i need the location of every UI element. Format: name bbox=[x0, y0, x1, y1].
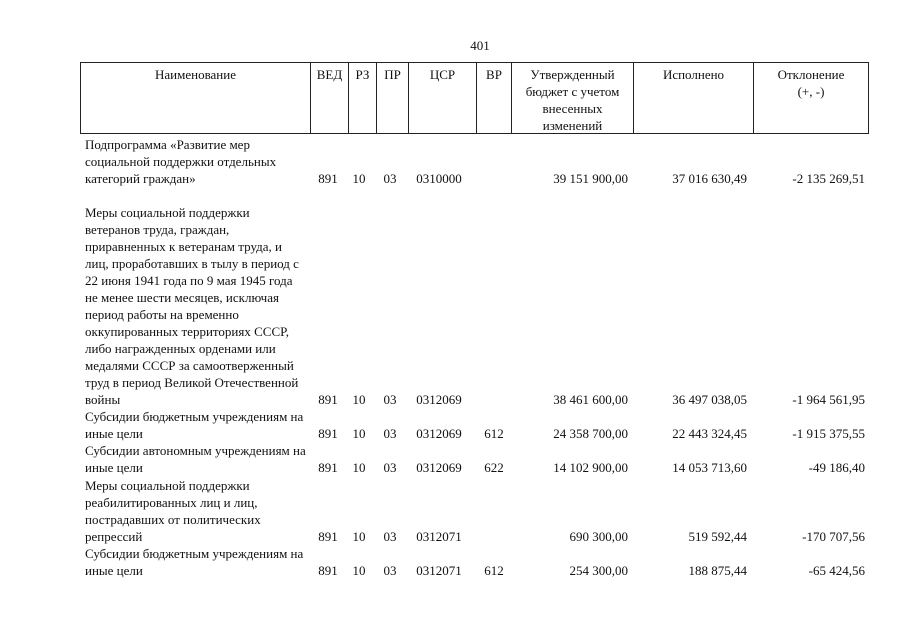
row-vr: 622 bbox=[484, 460, 504, 475]
row-csr: 0312069 bbox=[416, 426, 462, 441]
column-header-pr: ПР bbox=[376, 63, 408, 133]
table-row bbox=[80, 442, 869, 476]
row-ved: 891 bbox=[318, 563, 338, 578]
row-vr: 612 bbox=[484, 563, 504, 578]
row-csr: 0310000 bbox=[416, 171, 462, 186]
row-budget: 14 102 900,00 bbox=[553, 460, 628, 475]
row-ved: 891 bbox=[318, 529, 338, 544]
page-number: 401 bbox=[470, 38, 490, 53]
row-name: Подпрограмма «Развитие мер социальной поддержки отдельных категорий граждан» bbox=[85, 137, 277, 186]
column-header-budget: Утвержденный бюджет с учетом внесенных изменений bbox=[511, 63, 633, 133]
row-name: Субсидии автономным учреждениям на иные цели bbox=[85, 443, 306, 475]
column-header-rz: РЗ bbox=[348, 63, 376, 133]
row-deviation: -170 707,56 bbox=[802, 529, 865, 544]
table-row bbox=[80, 545, 869, 579]
row-rz: 10 bbox=[352, 529, 366, 544]
row-ved: 891 bbox=[318, 460, 338, 475]
row-budget: 254 300,00 bbox=[569, 563, 628, 578]
row-csr: 0312069 bbox=[416, 392, 462, 407]
row-csr: 0312069 bbox=[416, 460, 462, 475]
row-csr: 0312071 bbox=[416, 563, 462, 578]
row-budget: 39 151 900,00 bbox=[553, 171, 628, 186]
row-rz: 10 bbox=[352, 392, 366, 407]
column-header-name: Наименование bbox=[155, 67, 236, 82]
row-deviation: -65 424,56 bbox=[808, 563, 865, 578]
row-rz: 10 bbox=[352, 171, 366, 186]
row-ved: 891 bbox=[318, 171, 338, 186]
table-header bbox=[80, 62, 869, 134]
row-name: Субсидии бюджетным учреждениям на иные цели bbox=[85, 546, 304, 578]
row-pr: 03 bbox=[383, 460, 397, 475]
column-header-executed: Исполнено bbox=[633, 63, 753, 133]
row-executed: 188 875,44 bbox=[688, 563, 747, 578]
row-rz: 10 bbox=[352, 563, 366, 578]
row-budget: 38 461 600,00 bbox=[553, 392, 628, 407]
row-name: Меры социальной поддержки ветеранов труда, граждан, приравненных к ветеранам труда, и лиц, проработавших в тылу в период с 22 июня 1941 года по 9 мая 1945 года не менее шести месяцев, исключая период работы на временно оккупированных территориях СССР, либо награжденных орденами или медалями СССР за самоотверженный труд в период Великой Отечественной войны bbox=[85, 205, 299, 407]
budget-table bbox=[80, 62, 869, 579]
row-budget: 690 300,00 bbox=[569, 529, 628, 544]
column-header-csr: ЦСР bbox=[408, 63, 476, 133]
row-executed: 519 592,44 bbox=[688, 529, 747, 544]
column-header-vr: ВР bbox=[476, 63, 511, 133]
row-deviation: -49 186,40 bbox=[808, 460, 865, 475]
table-row bbox=[80, 476, 869, 545]
row-rz: 10 bbox=[352, 460, 366, 475]
column-header-ved: ВЕД bbox=[310, 63, 348, 133]
row-pr: 03 bbox=[383, 171, 397, 186]
row-budget: 24 358 700,00 bbox=[553, 426, 628, 441]
row-executed: 14 053 713,60 bbox=[672, 460, 747, 475]
row-deviation: -1 915 375,55 bbox=[792, 426, 865, 441]
row-ved: 891 bbox=[318, 426, 338, 441]
table-row bbox=[80, 134, 869, 187]
row-vr: 612 bbox=[484, 426, 504, 441]
table-row bbox=[80, 187, 869, 408]
column-header-deviation: Отклонение (+, -) bbox=[753, 63, 868, 133]
row-name: Меры социальной поддержки реабилитированных лиц и лиц, пострадавших от политических репрессий bbox=[85, 478, 261, 544]
row-pr: 03 bbox=[383, 529, 397, 544]
row-name: Субсидии бюджетным учреждениям на иные цели bbox=[85, 409, 304, 441]
row-deviation: -1 964 561,95 bbox=[792, 392, 865, 407]
row-ved: 891 bbox=[318, 392, 338, 407]
row-executed: 37 016 630,49 bbox=[672, 171, 747, 186]
row-deviation: -2 135 269,51 bbox=[792, 171, 865, 186]
row-pr: 03 bbox=[383, 392, 397, 407]
row-executed: 36 497 038,05 bbox=[672, 392, 747, 407]
row-executed: 22 443 324,45 bbox=[672, 426, 747, 441]
row-csr: 0312071 bbox=[416, 529, 462, 544]
row-pr: 03 bbox=[383, 426, 397, 441]
row-rz: 10 bbox=[352, 426, 366, 441]
row-pr: 03 bbox=[383, 563, 397, 578]
table-row bbox=[80, 408, 869, 442]
